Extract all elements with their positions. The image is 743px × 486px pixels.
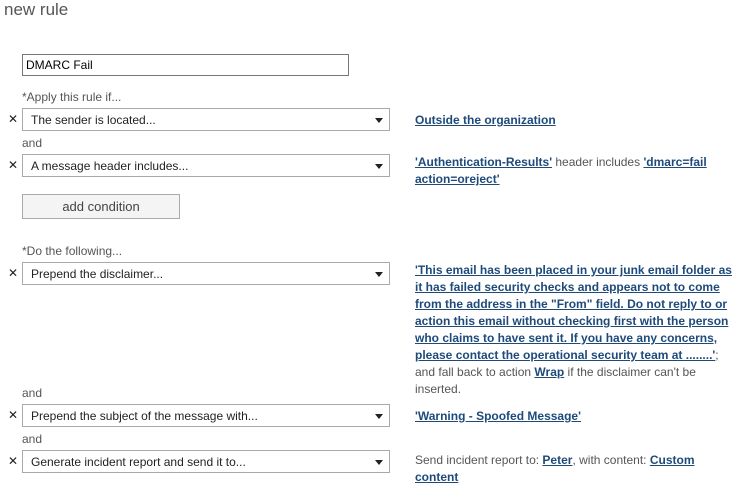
action-2-select-label: Prepend the subject of the message with... (31, 409, 258, 423)
action-1-select-label: Prepend the disclaimer... (31, 267, 164, 281)
rule-name-input[interactable]: DMARC Fail (22, 54, 349, 76)
do-following-label: *Do the following... (22, 244, 123, 258)
condition-joiner: and (22, 136, 43, 150)
remove-action-1-close-icon[interactable]: ✕ (8, 266, 19, 280)
add-condition-button[interactable]: add condition (22, 194, 180, 219)
page-title: new rule (4, 0, 69, 19)
subject-prefix-link[interactable]: 'Warning - Spoofed Message' (415, 409, 581, 423)
action-3-description (415, 452, 735, 486)
action-2-description (415, 408, 735, 425)
action-2-select[interactable] (22, 404, 390, 427)
action-3-select-label: Generate incident report and send it to... (31, 455, 246, 469)
recipient-link[interactable]: Peter (542, 453, 573, 467)
action-3-text-1: Send incident report to: (415, 453, 543, 467)
condition-1-value-link[interactable]: Outside the organization (415, 113, 556, 127)
condition-1-select-label: The sender is located... (31, 113, 156, 127)
remove-action-2-close-icon[interactable]: ✕ (8, 408, 19, 422)
condition-1-select[interactable] (22, 108, 390, 131)
chevron-down-icon (375, 118, 383, 123)
action-3-text-2: , with content: (572, 453, 650, 467)
chevron-down-icon (375, 272, 383, 277)
report-content-link[interactable]: Custom content (415, 453, 695, 484)
chevron-down-icon (375, 460, 383, 465)
condition-2-select[interactable] (22, 154, 390, 177)
apply-rule-label: *Apply this rule if... (22, 90, 122, 104)
action-1-description (415, 262, 735, 398)
action-joiner-1: and (22, 386, 43, 400)
action-3-select[interactable] (22, 450, 390, 473)
disclaimer-text-link[interactable]: 'This email has been placed in your junk email folder as it has failed security checks and appears not to come from the address in the "From" field. Do not reply to or action this email without checking first with the person who claims to have sent it. If you have any concerns, please contact the operational security team at ........' (415, 263, 732, 362)
action-1-text-2: if the disclaimer can't be inserted. (415, 365, 696, 396)
action-1-text-1: ; and fall back to action (415, 348, 719, 379)
condition-2-select-label: A message header includes... (31, 159, 189, 173)
remove-condition-2-close-icon[interactable]: ✕ (8, 158, 19, 172)
action-1-select[interactable] (22, 262, 390, 285)
chevron-down-icon (375, 414, 383, 419)
chevron-down-icon (375, 164, 383, 169)
header-value-link[interactable]: 'dmarc=fail action=oreject' (415, 155, 707, 186)
condition-2-text: header includes (552, 155, 644, 169)
header-name-link[interactable]: 'Authentication-Results' (415, 155, 553, 169)
action-joiner-2: and (22, 432, 43, 446)
remove-action-3-close-icon[interactable]: ✕ (8, 454, 19, 468)
remove-condition-1-close-icon[interactable]: ✕ (8, 112, 19, 126)
condition-1-description (415, 112, 735, 129)
fallback-action-link[interactable]: Wrap (534, 365, 565, 379)
condition-2-description (415, 154, 715, 188)
